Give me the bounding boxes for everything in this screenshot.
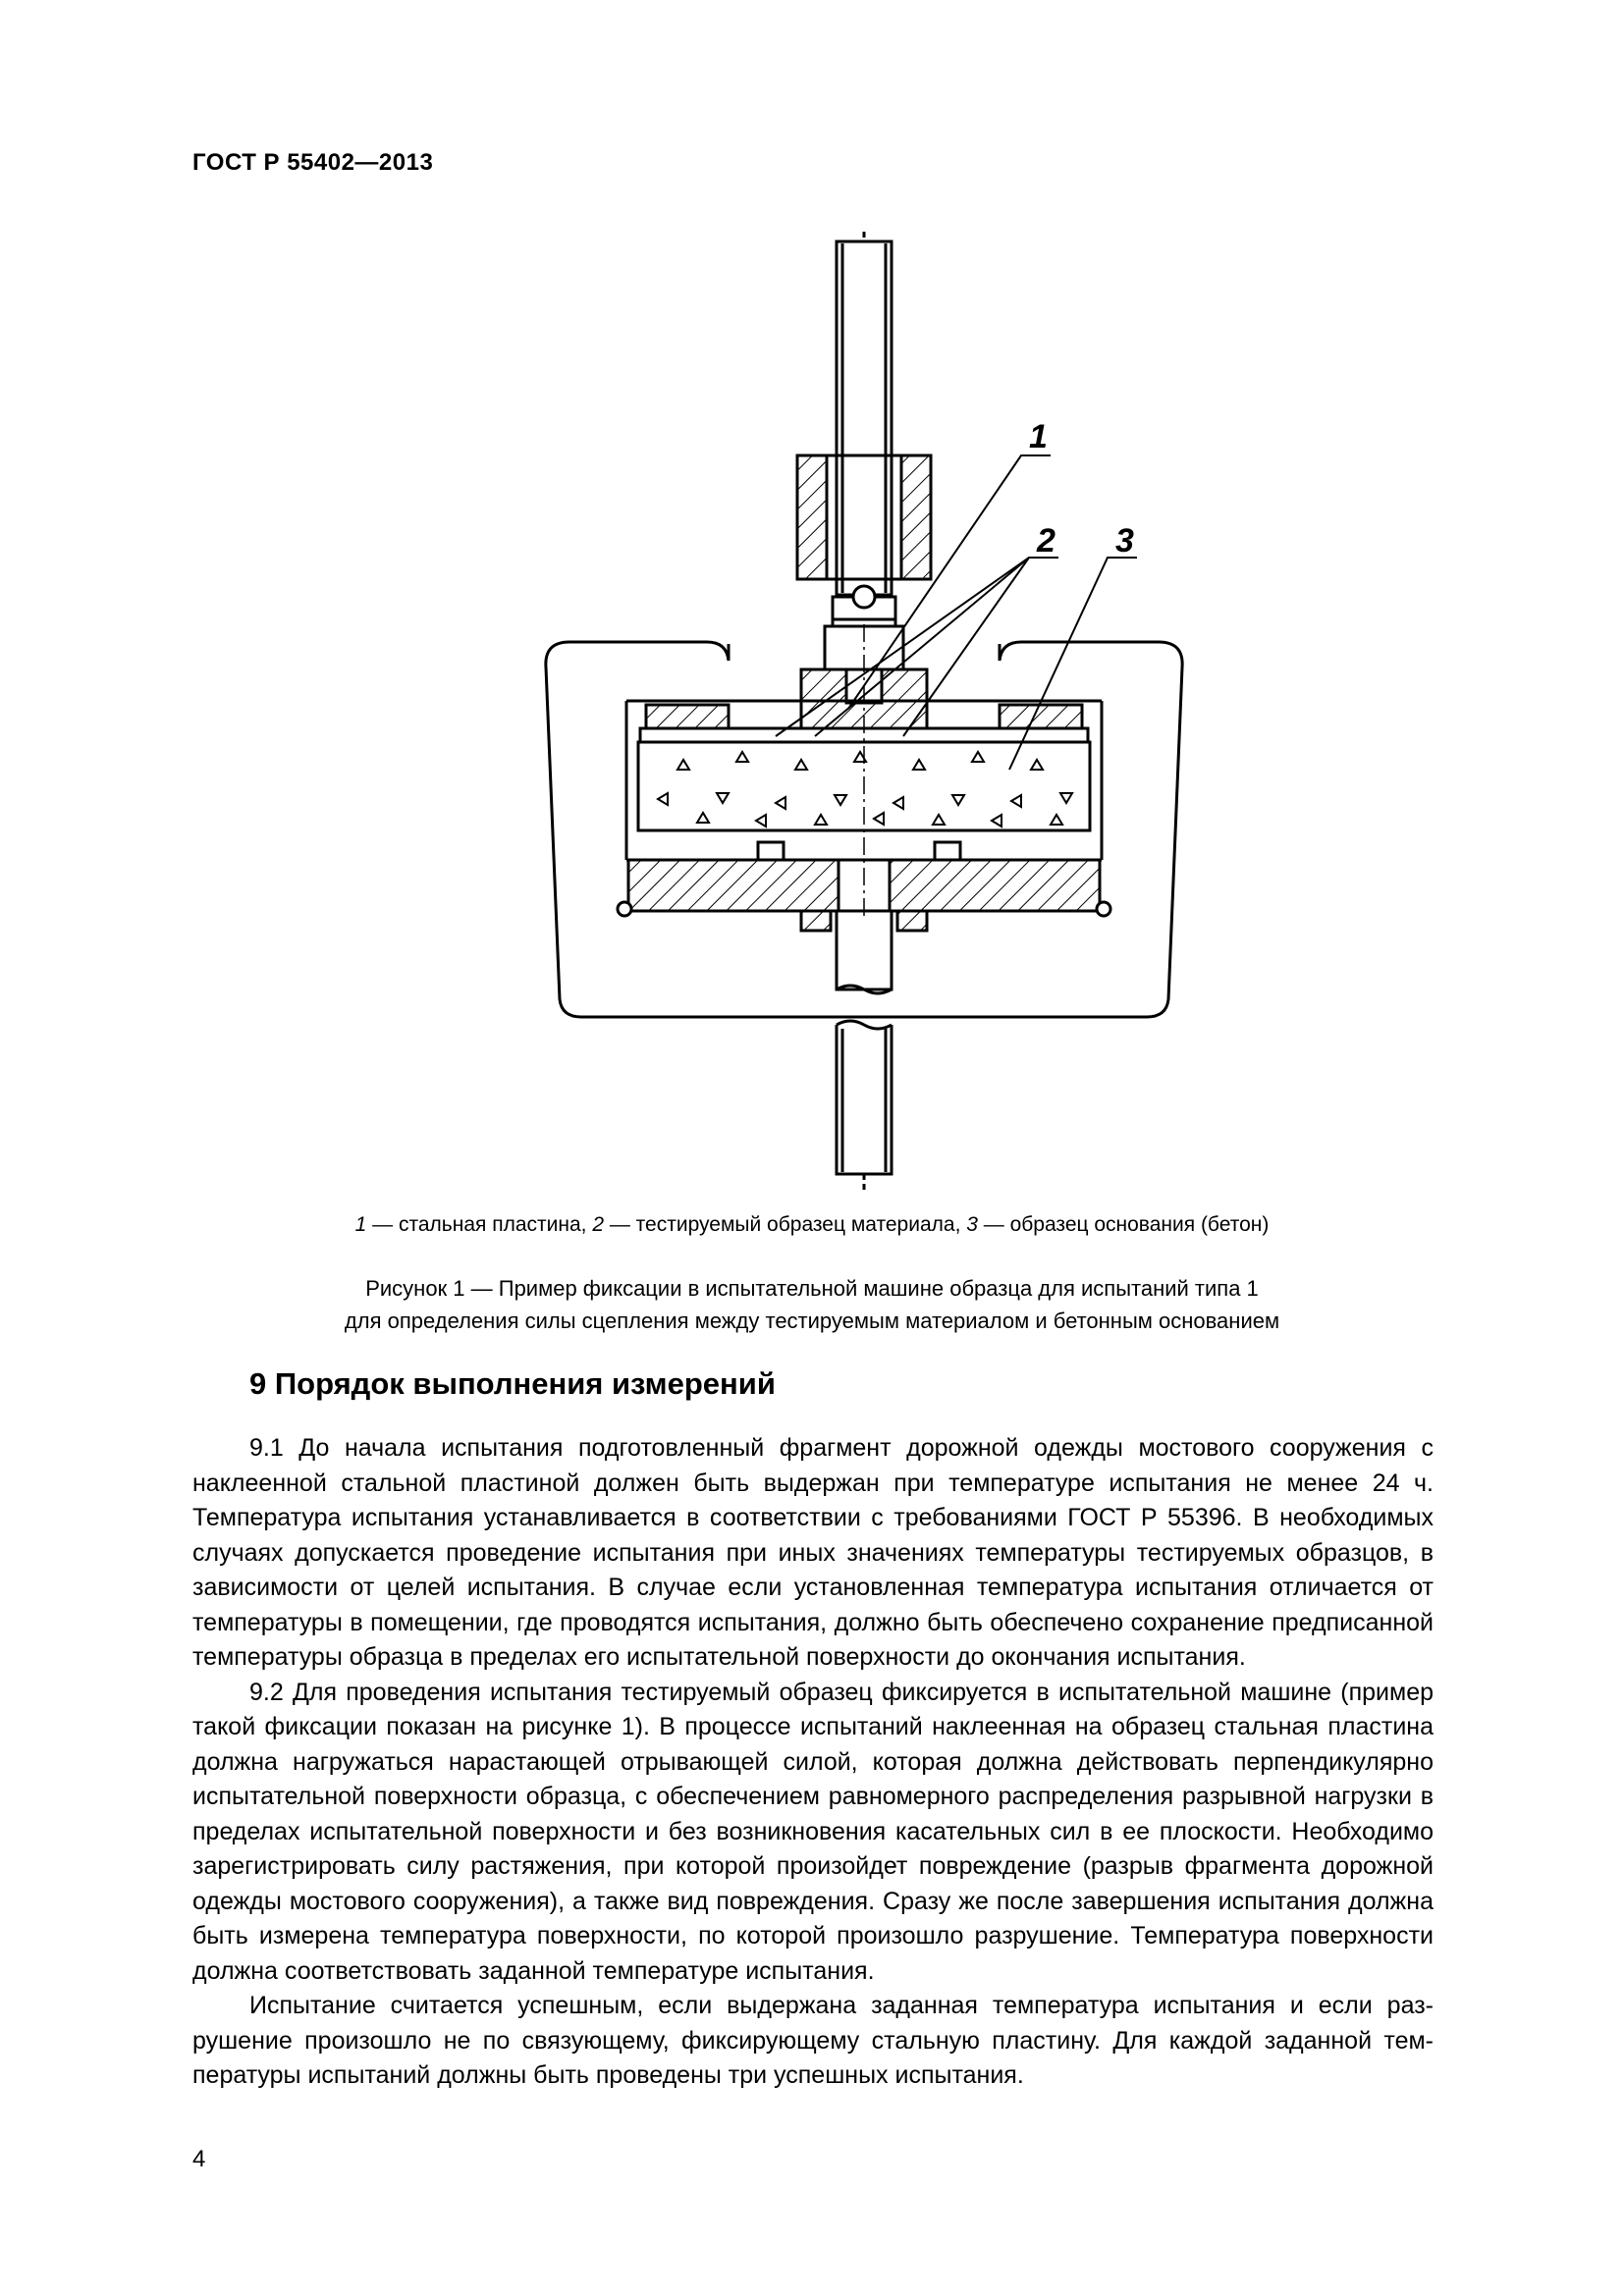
fixture-drawing [530, 232, 1198, 1194]
paragraph-9-1: 9.1 До начала испытания подготовленный фрагмент дорожной одежды мостового сооружения с наклеенной стальной пластиной должен быть выдержан при температуре испытания не менее 24 ч. Температура испытания устанавливается в соответствии с требованиями ГОСТ Р 55396. В необходимых случаях допускается проведение испытания при иных значениях температуры тестируемых образцов, в зависимости от целей испытания. В случае если установленная температура испытания отличается от температуры в помещении, где проводятся испытания, должно быть обеспечено сохранение предписанной температуры образца в пределах его испытательной поверхности до окончания испытания. [192, 1434, 1434, 1671]
legend-text-1: — стальная пластина, [366, 1213, 593, 1236]
legend-text-2: — тестируемый образец материала, [604, 1213, 967, 1236]
callout-1: 1 [1029, 418, 1048, 455]
paragraph-9-2: 9.2 Для проведения испытания тестируемый образец фиксируется в испытательной машине (пример такой фиксации показан на рисунке 1). В процессе испытаний наклеенная на образец стальная пластина должна нагружаться нарастающей отрывающей силой, которая должна действовать перпендикулярно испытательной поверхности образца, с обеспечением равномерного распределения разрывной нагрузки в пределах испытательной поверхности и без возникновения касательных сил в ее плоскости. Необходимо зарегистрировать силу растяжения, при которой произойдет повреждение (разрыв фрагмента дорожной одежды мостового сооружения), а также вид повреждения. Сразу же после завершения испытания должна быть измерена температура поверхности, по которой произошло разрушение. Температура поверхности должна соответствовать заданной температуре испытания. [192, 1678, 1434, 1985]
figure-test-fixture [530, 232, 1198, 1194]
figure-legend [192, 1213, 1432, 1237]
legend-num-1: 1 [354, 1213, 367, 1236]
page-number: 4 [192, 2146, 206, 2172]
legend-num-3: 3 [966, 1213, 978, 1236]
legend-num-2: 2 [592, 1213, 604, 1236]
section-title: 9 Порядок выполнения измерений [249, 1366, 776, 1401]
figure-caption [192, 1272, 1432, 1337]
bottom-rod [837, 911, 892, 1194]
legend-text-3: — образец основания (бетон) [977, 1213, 1270, 1236]
callout-2: 2 [1037, 522, 1056, 560]
top-rod [837, 232, 892, 595]
caption-line-2: для определения силы сцепления между тестируемым материалом и бетонным основанием [344, 1308, 1280, 1333]
callout-3: 3 [1115, 522, 1134, 560]
document-header: ГОСТ Р 55402—2013 [192, 149, 434, 176]
caption-line-1: Рисунок 1 — Пример фиксации в испытательной машине образца для испытаний типа 1 [365, 1276, 1259, 1301]
paragraph-success-criteria: Испытание считается успешным, если выдержана заданная температура испытания и если разрушение произошло не по связующему, фиксирующему стальную пластину. Для каждой заданной температуры испытаний должны быть проведены три успешных испытания. [192, 1992, 1434, 2089]
section-body [192, 1431, 1434, 2094]
